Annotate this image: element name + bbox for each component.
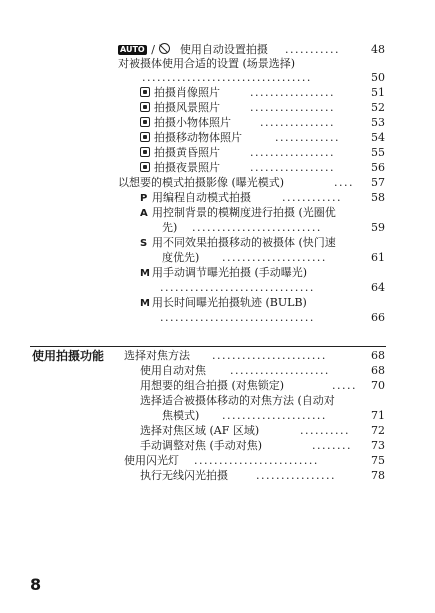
mode-letter: P: [140, 193, 148, 204]
leader-dots: ....................: [230, 364, 330, 377]
page-ref: 66: [371, 311, 385, 324]
toc-entry-auto[interactable]: AUTO / 使用自动设置拍摄: [120, 43, 268, 56]
leader-dots: ...........: [285, 43, 340, 56]
leader-dots: ........: [312, 439, 352, 452]
page-ref: 78: [371, 469, 385, 482]
page-ref: 72: [371, 424, 385, 437]
toc-entry-macro[interactable]: [140, 116, 231, 130]
entry-title: 选择适合被摄体移动的对焦方法 (自动对: [140, 394, 335, 407]
leader-dots: .................: [250, 101, 335, 114]
toc-entry-focus-lock[interactable]: [140, 379, 284, 393]
leader-dots: ...............................: [160, 311, 315, 324]
toc-entry-m-mode[interactable]: [140, 266, 307, 281]
toc-entry-autofocus[interactable]: [140, 364, 206, 378]
entry-title: 用编程自动模式拍摄: [152, 191, 251, 204]
leader-dots: .....: [332, 379, 357, 392]
entry-title: 用长时间曝光拍摄轨迹 (BULB): [152, 296, 307, 309]
toc-entry-scene[interactable]: [118, 57, 295, 71]
toc-entry-night[interactable]: [140, 161, 220, 175]
macro-icon: [140, 117, 150, 127]
mode-letter: S: [140, 238, 148, 249]
entry-title: 选择对焦方法: [124, 349, 190, 362]
page-ref: 75: [371, 454, 385, 467]
entry-continuation: 焦模式): [162, 409, 200, 422]
page-ref: 52: [371, 101, 385, 114]
toc-entry-flash[interactable]: [124, 454, 179, 468]
page-ref: 59: [371, 221, 385, 234]
toc-entry-exposure[interactable]: [118, 176, 284, 190]
toc-entry-sports[interactable]: [140, 131, 242, 145]
leader-dots: ................: [256, 469, 336, 482]
page-ref: 68: [371, 349, 385, 362]
night-scene-icon: [140, 162, 150, 172]
leader-dots: ..................................: [142, 71, 312, 84]
leader-dots: .................: [250, 86, 335, 99]
entry-title: 使用自动对焦: [140, 364, 206, 377]
entry-title: 对被摄体使用合适的设置 (场景选择): [118, 57, 296, 70]
page-ref: 61: [371, 251, 385, 264]
mode-letter: M: [140, 268, 150, 279]
entry-title: 使用闪光灯: [124, 454, 179, 467]
toc-entry-manual-focus[interactable]: [140, 439, 262, 453]
mode-letter: M: [140, 298, 150, 309]
entry-title: 拍摄小物体照片: [154, 116, 231, 129]
page-ref: 73: [371, 439, 385, 452]
landscape-icon: [140, 102, 150, 112]
leader-dots: .....................: [222, 409, 327, 422]
toc-entry-s-mode[interactable]: [140, 236, 336, 251]
entry-title: 手动调整对焦 (手动对焦): [140, 439, 263, 452]
page-ref: 48: [371, 43, 385, 56]
section-divider: [30, 346, 386, 347]
entry-title: 用手动调节曝光拍摄 (手动曝光): [152, 266, 308, 279]
toc-entry-af-mode[interactable]: [140, 394, 335, 408]
leader-dots: ....: [334, 176, 354, 189]
sports-icon: [140, 132, 150, 142]
page-ref: 64: [371, 281, 385, 294]
entry-title: 拍摄夜景照片: [154, 161, 220, 174]
leader-dots: .............: [275, 131, 340, 144]
page-ref: 71: [371, 409, 385, 422]
toc-entry-focus-method[interactable]: [124, 349, 190, 363]
mode-letter: A: [140, 208, 148, 219]
entry-title: 使用自动设置拍摄: [179, 43, 268, 56]
entry-title: 拍摄移动物体照片: [154, 131, 242, 144]
leader-dots: ...............................: [160, 281, 315, 294]
toc-entry-p-mode[interactable]: [140, 191, 251, 206]
auto-mode-icon: AUTO: [120, 45, 145, 54]
entry-title: 拍摄黄昏照片: [154, 146, 220, 159]
toc-entry-landscape[interactable]: [140, 101, 220, 115]
portrait-icon: [140, 87, 150, 97]
page-ref: 50: [371, 71, 385, 84]
page-ref: 68: [371, 364, 385, 377]
page-ref: 55: [371, 146, 385, 159]
toc-entry-af-area[interactable]: [140, 424, 259, 438]
leader-dots: ............: [282, 191, 342, 204]
entry-title: 以想要的模式拍摄影像 (曝光模式): [118, 176, 285, 189]
page-ref: 51: [371, 86, 385, 99]
leader-dots: .....................: [222, 251, 327, 264]
page-ref: 58: [371, 191, 385, 204]
leader-dots: .........................: [194, 454, 319, 467]
toc-entry-a-mode[interactable]: [140, 206, 336, 221]
entry-title: 选择对焦区域 (AF 区域): [140, 424, 260, 437]
leader-dots: .................: [250, 146, 335, 159]
entry-title: 执行无线闪光拍摄: [140, 469, 228, 482]
sunset-icon: [140, 147, 150, 157]
entry-title: 用控制背景的模糊度进行拍摄 (光圈优: [152, 206, 336, 219]
page-number: 8: [30, 575, 42, 594]
leader-dots: ..........................: [192, 221, 322, 234]
page-ref: 56: [371, 161, 385, 174]
toc-entry-bulb[interactable]: [140, 296, 307, 311]
page-ref: 57: [371, 176, 385, 189]
entry-title: 拍摄风景照片: [154, 101, 220, 114]
page-ref: 54: [371, 131, 385, 144]
leader-dots: .................: [250, 161, 335, 174]
section-title: 使用拍摄功能: [32, 349, 105, 363]
toc-entry-portrait[interactable]: [140, 86, 220, 100]
toc-entry-wireless-flash[interactable]: [140, 469, 228, 483]
toc-entry-sunset[interactable]: [140, 146, 220, 160]
entry-title: 用不同效果拍摄移动的被摄体 (快门速: [152, 236, 336, 249]
flash-off-icon: [159, 43, 170, 54]
entry-title: 拍摄肖像照片: [154, 86, 220, 99]
entry-continuation: 度优先): [162, 251, 200, 264]
page-ref: 70: [371, 379, 385, 392]
entry-title: 用想要的组合拍摄 (对焦锁定): [140, 379, 285, 392]
leader-dots: .......................: [212, 349, 327, 362]
entry-continuation: 先): [162, 221, 178, 234]
leader-dots: ..........: [300, 424, 350, 437]
leader-dots: ...............: [260, 116, 335, 129]
page-ref: 53: [371, 116, 385, 129]
